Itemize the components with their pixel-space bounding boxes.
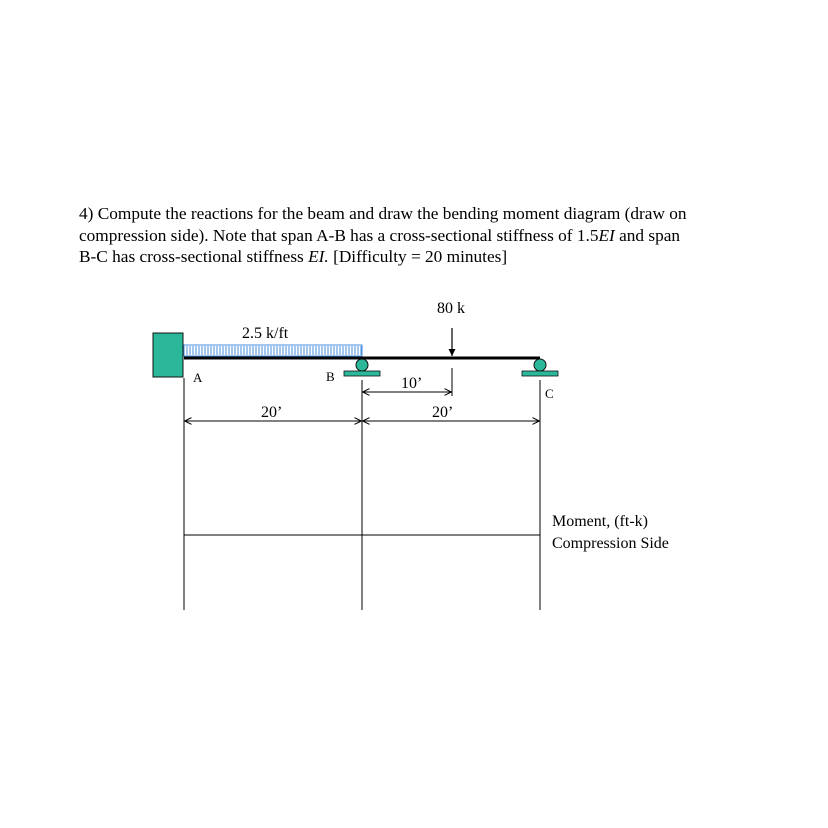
- dim-label-load-offset: 10’: [401, 375, 423, 392]
- distributed-load-label: 2.5 k/ft: [242, 325, 289, 342]
- roller-support-b: [344, 359, 380, 376]
- support-label-b: B: [326, 369, 335, 384]
- stiffness-symbol: EI: [598, 225, 615, 245]
- dim-label-span-bc: 20’: [432, 404, 454, 421]
- moment-label-side: Compression Side: [552, 535, 669, 552]
- roller-support-c: [522, 359, 558, 376]
- distributed-load: [184, 345, 362, 356]
- support-label-a: A: [193, 370, 203, 385]
- support-label-c: C: [545, 386, 554, 401]
- stiffness-symbol: EI.: [308, 247, 329, 266]
- problem-line-1: 4) Compute the reactions for the beam and draw the bending moment diagram (draw on: [79, 204, 687, 223]
- problem-line-2: compression side). Note that span A-B has a cross-sectional stiffness of 1.5EI and span: [79, 225, 681, 245]
- problem-line-3: B-C has cross-sectional stiffness EI. [Difficulty = 20 minutes]: [79, 247, 508, 266]
- moment-label-units: Moment, (ft-k): [552, 513, 648, 530]
- fixed-support-a: [153, 333, 183, 377]
- point-load-label: 80 k: [437, 300, 465, 317]
- dim-label-span-ab: 20’: [261, 404, 283, 421]
